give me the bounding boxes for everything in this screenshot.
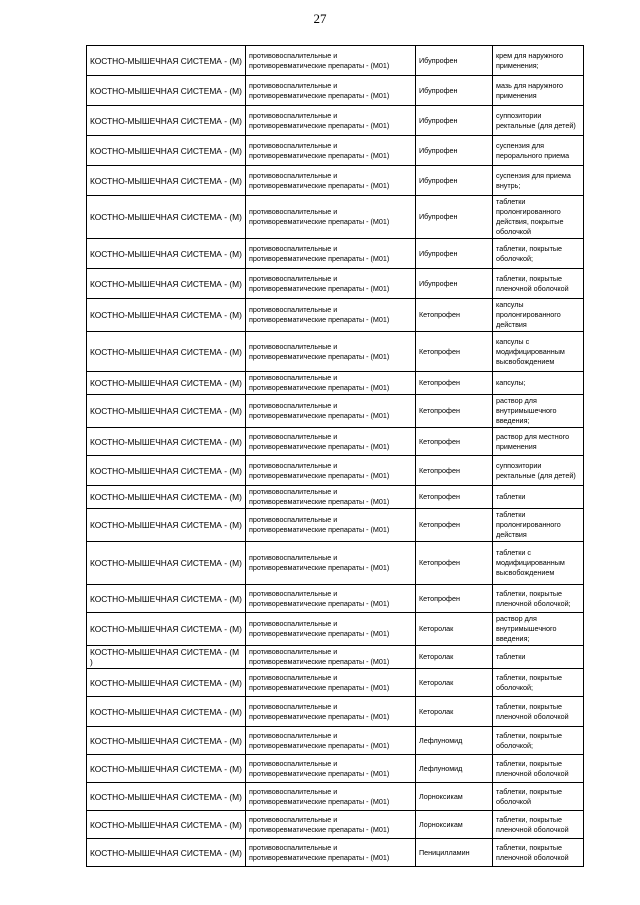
cell-inn: Кетопрофен xyxy=(416,509,493,542)
cell-inn: Ибупрофен xyxy=(416,106,493,136)
cell-group: противовоспалительные и противоревматические препараты - (М01) xyxy=(246,542,416,585)
cell-system: КОСТНО-МЫШЕЧНАЯ СИСТЕМА - (М) xyxy=(87,46,246,76)
table-row xyxy=(87,166,584,196)
cell-inn: Кеторолак xyxy=(416,613,493,646)
cell-group: противовоспалительные и противоревматические препараты - (М01) xyxy=(246,166,416,196)
cell-form: таблетки, покрытые пленочной оболочкой xyxy=(493,269,584,299)
cell-inn: Ибупрофен xyxy=(416,269,493,299)
cell-inn: Кетопрофен xyxy=(416,332,493,372)
cell-form: таблетки, покрытые оболочкой xyxy=(493,783,584,811)
cell-form: раствор для внутримышечного введения; xyxy=(493,395,584,428)
cell-system: КОСТНО-МЫШЕЧНАЯ СИСТЕМА - (М) xyxy=(87,136,246,166)
table-row xyxy=(87,76,584,106)
cell-system: КОСТНО-МЫШЕЧНАЯ СИСТЕМА - (М) xyxy=(87,783,246,811)
cell-inn: Лефлуномид xyxy=(416,727,493,755)
table-row xyxy=(87,697,584,727)
cell-system: КОСТНО-МЫШЕЧНАЯ СИСТЕМА - (М) xyxy=(87,299,246,332)
cell-group: противовоспалительные и противоревматические препараты - (М01) xyxy=(246,456,416,486)
cell-inn: Ибупрофен xyxy=(416,196,493,239)
table-row xyxy=(87,486,584,509)
cell-system: КОСТНО-МЫШЕЧНАЯ СИСТЕМА - (М) xyxy=(87,196,246,239)
table-row xyxy=(87,613,584,646)
table-row xyxy=(87,811,584,839)
cell-system: КОСТНО-МЫШЕЧНАЯ СИСТЕМА - (М) xyxy=(87,428,246,456)
cell-inn: Кетопрофен xyxy=(416,585,493,613)
table-row xyxy=(87,299,584,332)
cell-form: капсулы с модифицированным высвобождением xyxy=(493,332,584,372)
cell-form: суспензия для приема внутрь; xyxy=(493,166,584,196)
cell-form: таблетки с модифицированным высвобождением xyxy=(493,542,584,585)
cell-inn: Кетопрофен xyxy=(416,542,493,585)
table-row xyxy=(87,542,584,585)
cell-group: противовоспалительные и противоревматические препараты - (М01) xyxy=(246,585,416,613)
table-row xyxy=(87,106,584,136)
cell-system: КОСТНО-МЫШЕЧНАЯ СИСТЕМА - (М) xyxy=(87,613,246,646)
cell-group: противовоспалительные и противоревматические препараты - (М01) xyxy=(246,697,416,727)
cell-system: КОСТНО-МЫШЕЧНАЯ СИСТЕМА - (М) xyxy=(87,456,246,486)
cell-group: противовоспалительные и противоревматические препараты - (М01) xyxy=(246,613,416,646)
cell-system: КОСТНО-МЫШЕЧНАЯ СИСТЕМА - (М ) xyxy=(87,646,246,669)
cell-group: противовоспалительные и противоревматические препараты - (М01) xyxy=(246,783,416,811)
cell-inn: Пеницилламин xyxy=(416,839,493,867)
cell-form: суппозитории ректальные (для детей) xyxy=(493,456,584,486)
cell-inn: Лефлуномид xyxy=(416,755,493,783)
cell-system: КОСТНО-МЫШЕЧНАЯ СИСТЕМА - (М) xyxy=(87,509,246,542)
cell-group: противовоспалительные и противоревматические препараты - (М01) xyxy=(246,839,416,867)
table-row xyxy=(87,727,584,755)
cell-inn: Кетопрофен xyxy=(416,486,493,509)
cell-inn: Ибупрофен xyxy=(416,239,493,269)
cell-group: противовоспалительные и противоревматические препараты - (М01) xyxy=(246,136,416,166)
cell-form: таблетки, покрытые пленочной оболочкой xyxy=(493,811,584,839)
table-row xyxy=(87,136,584,166)
cell-group: противовоспалительные и противоревматические препараты - (М01) xyxy=(246,646,416,669)
cell-system: КОСТНО-МЫШЕЧНАЯ СИСТЕМА - (М) xyxy=(87,755,246,783)
cell-form: таблетки, покрытые пленочной оболочкой; xyxy=(493,585,584,613)
cell-group: противовоспалительные и противоревматические препараты - (М01) xyxy=(246,755,416,783)
table-row xyxy=(87,239,584,269)
cell-system: КОСТНО-МЫШЕЧНАЯ СИСТЕМА - (М) xyxy=(87,585,246,613)
table-row xyxy=(87,669,584,697)
cell-inn: Кетопрофен xyxy=(416,299,493,332)
table-row xyxy=(87,372,584,395)
cell-system: КОСТНО-МЫШЕЧНАЯ СИСТЕМА - (М) xyxy=(87,839,246,867)
cell-group: противовоспалительные и противоревматические препараты - (М01) xyxy=(246,509,416,542)
cell-group: противовоспалительные и противоревматические препараты - (М01) xyxy=(246,196,416,239)
cell-system: КОСТНО-МЫШЕЧНАЯ СИСТЕМА - (М) xyxy=(87,332,246,372)
table-row xyxy=(87,783,584,811)
cell-form: раствор для внутримышечного введения; xyxy=(493,613,584,646)
cell-group: противовоспалительные и противоревматические препараты - (М01) xyxy=(246,46,416,76)
cell-inn: Ибупрофен xyxy=(416,46,493,76)
cell-system: КОСТНО-МЫШЕЧНАЯ СИСТЕМА - (М) xyxy=(87,811,246,839)
cell-system: КОСТНО-МЫШЕЧНАЯ СИСТЕМА - (М) xyxy=(87,372,246,395)
cell-inn: Лорноксикам xyxy=(416,811,493,839)
cell-form: таблетки, покрытые оболочкой; xyxy=(493,239,584,269)
cell-form: таблетки, покрытые пленочной оболочкой xyxy=(493,755,584,783)
cell-system: КОСТНО-МЫШЕЧНАЯ СИСТЕМА - (М) xyxy=(87,239,246,269)
cell-form: таблетки, покрытые пленочной оболочкой xyxy=(493,697,584,727)
cell-form: таблетки, покрытые оболочкой; xyxy=(493,669,584,697)
table-row xyxy=(87,332,584,372)
cell-system: КОСТНО-МЫШЕЧНАЯ СИСТЕМА - (М) xyxy=(87,486,246,509)
cell-inn: Ибупрофен xyxy=(416,136,493,166)
cell-inn: Ибупрофен xyxy=(416,76,493,106)
cell-inn: Кетопрофен xyxy=(416,456,493,486)
cell-form: суспензия для перорального приема xyxy=(493,136,584,166)
table-row xyxy=(87,196,584,239)
cell-form: таблетки пролонгированного действия, покрытые оболочкой xyxy=(493,196,584,239)
cell-inn: Лорноксикам xyxy=(416,783,493,811)
table-row xyxy=(87,395,584,428)
cell-inn: Кетопрофен xyxy=(416,372,493,395)
cell-form: таблетки, покрытые оболочкой; xyxy=(493,727,584,755)
cell-group: противовоспалительные и противоревматические препараты - (М01) xyxy=(246,299,416,332)
cell-group: противовоспалительные и противоревматические препараты - (М01) xyxy=(246,727,416,755)
page-number: 27 xyxy=(313,11,327,26)
cell-inn: Кеторолак xyxy=(416,646,493,669)
cell-group: противовоспалительные и противоревматические препараты - (М01) xyxy=(246,106,416,136)
table-row xyxy=(87,46,584,76)
cell-group: противовоспалительные и противоревматические препараты - (М01) xyxy=(246,811,416,839)
table-row xyxy=(87,456,584,486)
cell-system: КОСТНО-МЫШЕЧНАЯ СИСТЕМА - (М) xyxy=(87,669,246,697)
table-row xyxy=(87,585,584,613)
cell-system: КОСТНО-МЫШЕЧНАЯ СИСТЕМА - (М) xyxy=(87,269,246,299)
cell-system: КОСТНО-МЫШЕЧНАЯ СИСТЕМА - (М) xyxy=(87,395,246,428)
cell-form: капсулы пролонгированного действия xyxy=(493,299,584,332)
cell-system: КОСТНО-МЫШЕЧНАЯ СИСТЕМА - (М) xyxy=(87,542,246,585)
cell-inn: Ибупрофен xyxy=(416,166,493,196)
cell-group: противовоспалительные и противоревматические препараты - (М01) xyxy=(246,269,416,299)
cell-inn: Кеторолак xyxy=(416,697,493,727)
drug-table xyxy=(86,45,584,867)
cell-group: противовоспалительные и противоревматические препараты - (М01) xyxy=(246,372,416,395)
table-row xyxy=(87,755,584,783)
table-row xyxy=(87,646,584,669)
cell-system: КОСТНО-МЫШЕЧНАЯ СИСТЕМА - (М) xyxy=(87,727,246,755)
cell-form: суппозитории ректальные (для детей) xyxy=(493,106,584,136)
cell-inn: Кетопрофен xyxy=(416,395,493,428)
cell-form: капсулы; xyxy=(493,372,584,395)
table-row xyxy=(87,839,584,867)
cell-form: таблетки xyxy=(493,646,584,669)
cell-group: противовоспалительные и противоревматические препараты - (М01) xyxy=(246,239,416,269)
cell-inn: Кеторолак xyxy=(416,669,493,697)
cell-form: мазь для наружного применения xyxy=(493,76,584,106)
cell-form: крем для наружного применения; xyxy=(493,46,584,76)
cell-inn: Кетопрофен xyxy=(416,428,493,456)
table-row xyxy=(87,509,584,542)
cell-group: противовоспалительные и противоревматические препараты - (М01) xyxy=(246,332,416,372)
cell-form: таблетки, покрытые пленочной оболочкой xyxy=(493,839,584,867)
cell-form: таблетки xyxy=(493,486,584,509)
cell-group: противовоспалительные и противоревматические препараты - (М01) xyxy=(246,669,416,697)
cell-group: противовоспалительные и противоревматические препараты - (М01) xyxy=(246,76,416,106)
cell-system: КОСТНО-МЫШЕЧНАЯ СИСТЕМА - (М) xyxy=(87,76,246,106)
cell-group: противовоспалительные и противоревматические препараты - (М01) xyxy=(246,395,416,428)
cell-system: КОСТНО-МЫШЕЧНАЯ СИСТЕМА - (М) xyxy=(87,166,246,196)
cell-system: КОСТНО-МЫШЕЧНАЯ СИСТЕМА - (М) xyxy=(87,106,246,136)
cell-group: противовоспалительные и противоревматические препараты - (М01) xyxy=(246,428,416,456)
cell-form: таблетки пролонгированного действия xyxy=(493,509,584,542)
cell-system: КОСТНО-МЫШЕЧНАЯ СИСТЕМА - (М) xyxy=(87,697,246,727)
cell-form: раствор для местного применения xyxy=(493,428,584,456)
table-row xyxy=(87,269,584,299)
cell-group: противовоспалительные и противоревматические препараты - (М01) xyxy=(246,486,416,509)
table-row xyxy=(87,428,584,456)
